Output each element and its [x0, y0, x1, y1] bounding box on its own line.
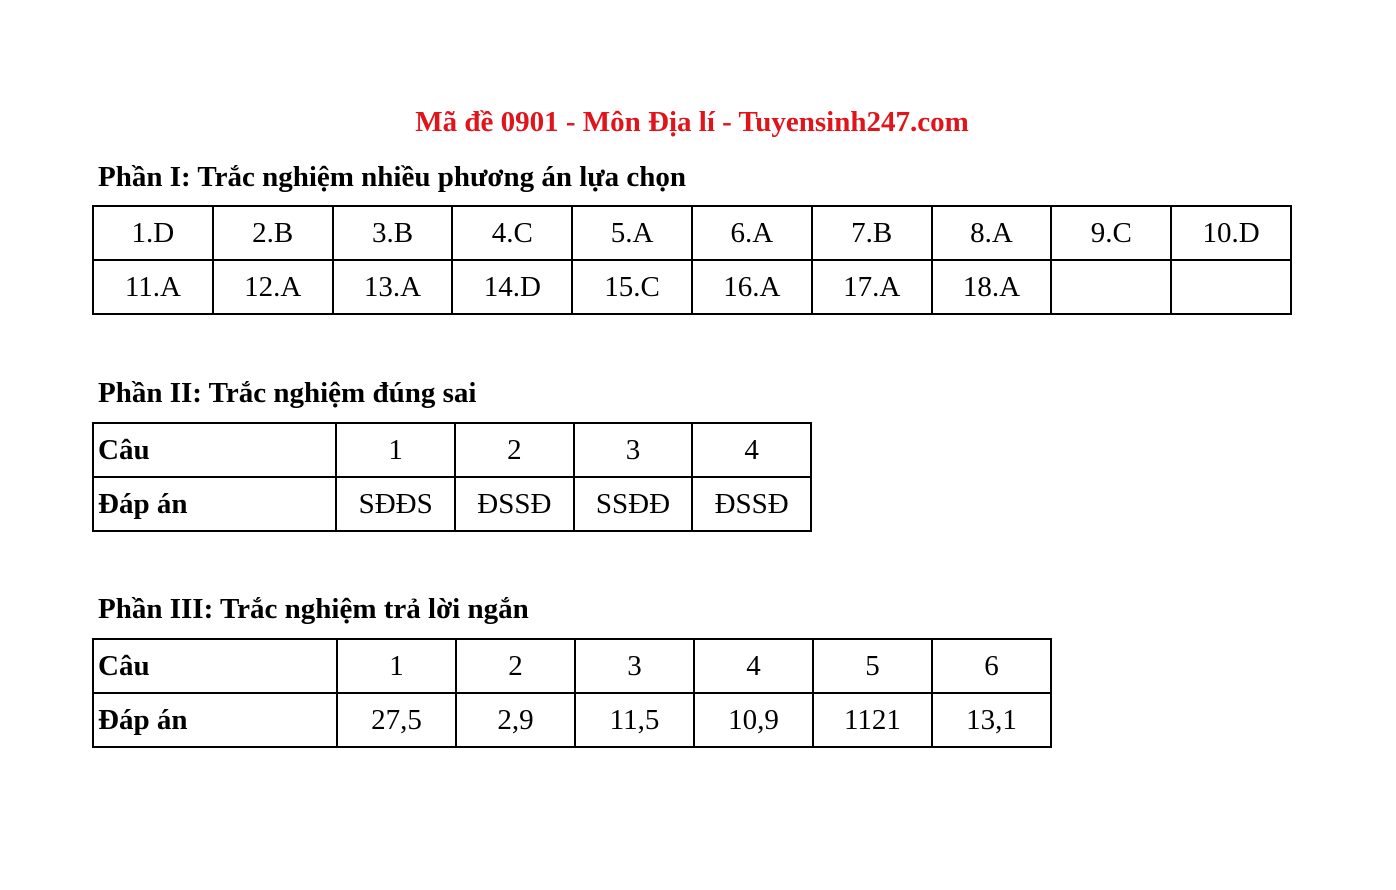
answer-cell: ĐSSĐ	[455, 477, 574, 531]
answer-cell: 6.A	[692, 206, 812, 260]
question-number-cell: 5	[813, 639, 932, 693]
answer-cell: 7.B	[812, 206, 932, 260]
answer-cell: 4.C	[452, 206, 572, 260]
row-label-answer: Đáp án	[93, 477, 336, 531]
answer-cell: 27,5	[337, 693, 456, 747]
answer-cell: 18.A	[932, 260, 1052, 314]
part1-heading: Phần I: Trắc nghiệm nhiều phương án lựa chọn	[98, 161, 687, 193]
answer-cell: 14.D	[452, 260, 572, 314]
answer-cell: 16.A	[692, 260, 812, 314]
question-number-cell: 4	[694, 639, 813, 693]
answer-cell	[1051, 260, 1171, 314]
answer-cell: 1121	[813, 693, 932, 747]
question-number-cell: 1	[337, 639, 456, 693]
table-row	[93, 693, 1051, 747]
answer-cell: 10,9	[694, 693, 813, 747]
table-row	[93, 477, 811, 531]
row-label-question: Câu	[93, 423, 336, 477]
answer-cell: SSĐĐ	[574, 477, 693, 531]
answer-cell: 15.C	[572, 260, 692, 314]
answer-cell: 1.D	[93, 206, 213, 260]
page-title: Mã đề 0901 - Môn Địa lí - Tuyensinh247.com	[415, 106, 969, 138]
part2-answer-table	[92, 422, 812, 532]
answer-cell: SĐĐS	[336, 477, 455, 531]
part1-answer-table	[92, 205, 1292, 315]
part3-answer-table	[92, 638, 1052, 748]
question-number-cell: 2	[455, 423, 574, 477]
answer-cell: 11,5	[575, 693, 694, 747]
answer-cell: 8.A	[932, 206, 1052, 260]
answer-cell: 11.A	[93, 260, 213, 314]
answer-cell: 2.B	[213, 206, 333, 260]
row-label-answer: Đáp án	[93, 693, 337, 747]
answer-cell: 10.D	[1171, 206, 1291, 260]
row-label-question: Câu	[93, 639, 337, 693]
answer-cell: 12.A	[213, 260, 333, 314]
part2-heading: Phần II: Trắc nghiệm đúng sai	[98, 377, 477, 409]
answer-cell: 5.A	[572, 206, 692, 260]
answer-cell: 13.A	[333, 260, 453, 314]
answer-cell: 3.B	[333, 206, 453, 260]
question-number-cell: 3	[575, 639, 694, 693]
table-row	[93, 206, 1291, 260]
answer-cell: 9.C	[1051, 206, 1171, 260]
table-row	[93, 423, 811, 477]
question-number-cell: 2	[456, 639, 575, 693]
question-number-cell: 6	[932, 639, 1051, 693]
part3-heading: Phần III: Trắc nghiệm trả lời ngắn	[98, 593, 529, 625]
question-number-cell: 4	[692, 423, 811, 477]
question-number-cell: 3	[574, 423, 693, 477]
answer-cell: 17.A	[812, 260, 932, 314]
table-row	[93, 639, 1051, 693]
question-number-cell: 1	[336, 423, 455, 477]
answer-cell: 13,1	[932, 693, 1051, 747]
table-row	[93, 260, 1291, 314]
answer-cell: 2,9	[456, 693, 575, 747]
answer-cell: ĐSSĐ	[692, 477, 811, 531]
answer-cell	[1171, 260, 1291, 314]
